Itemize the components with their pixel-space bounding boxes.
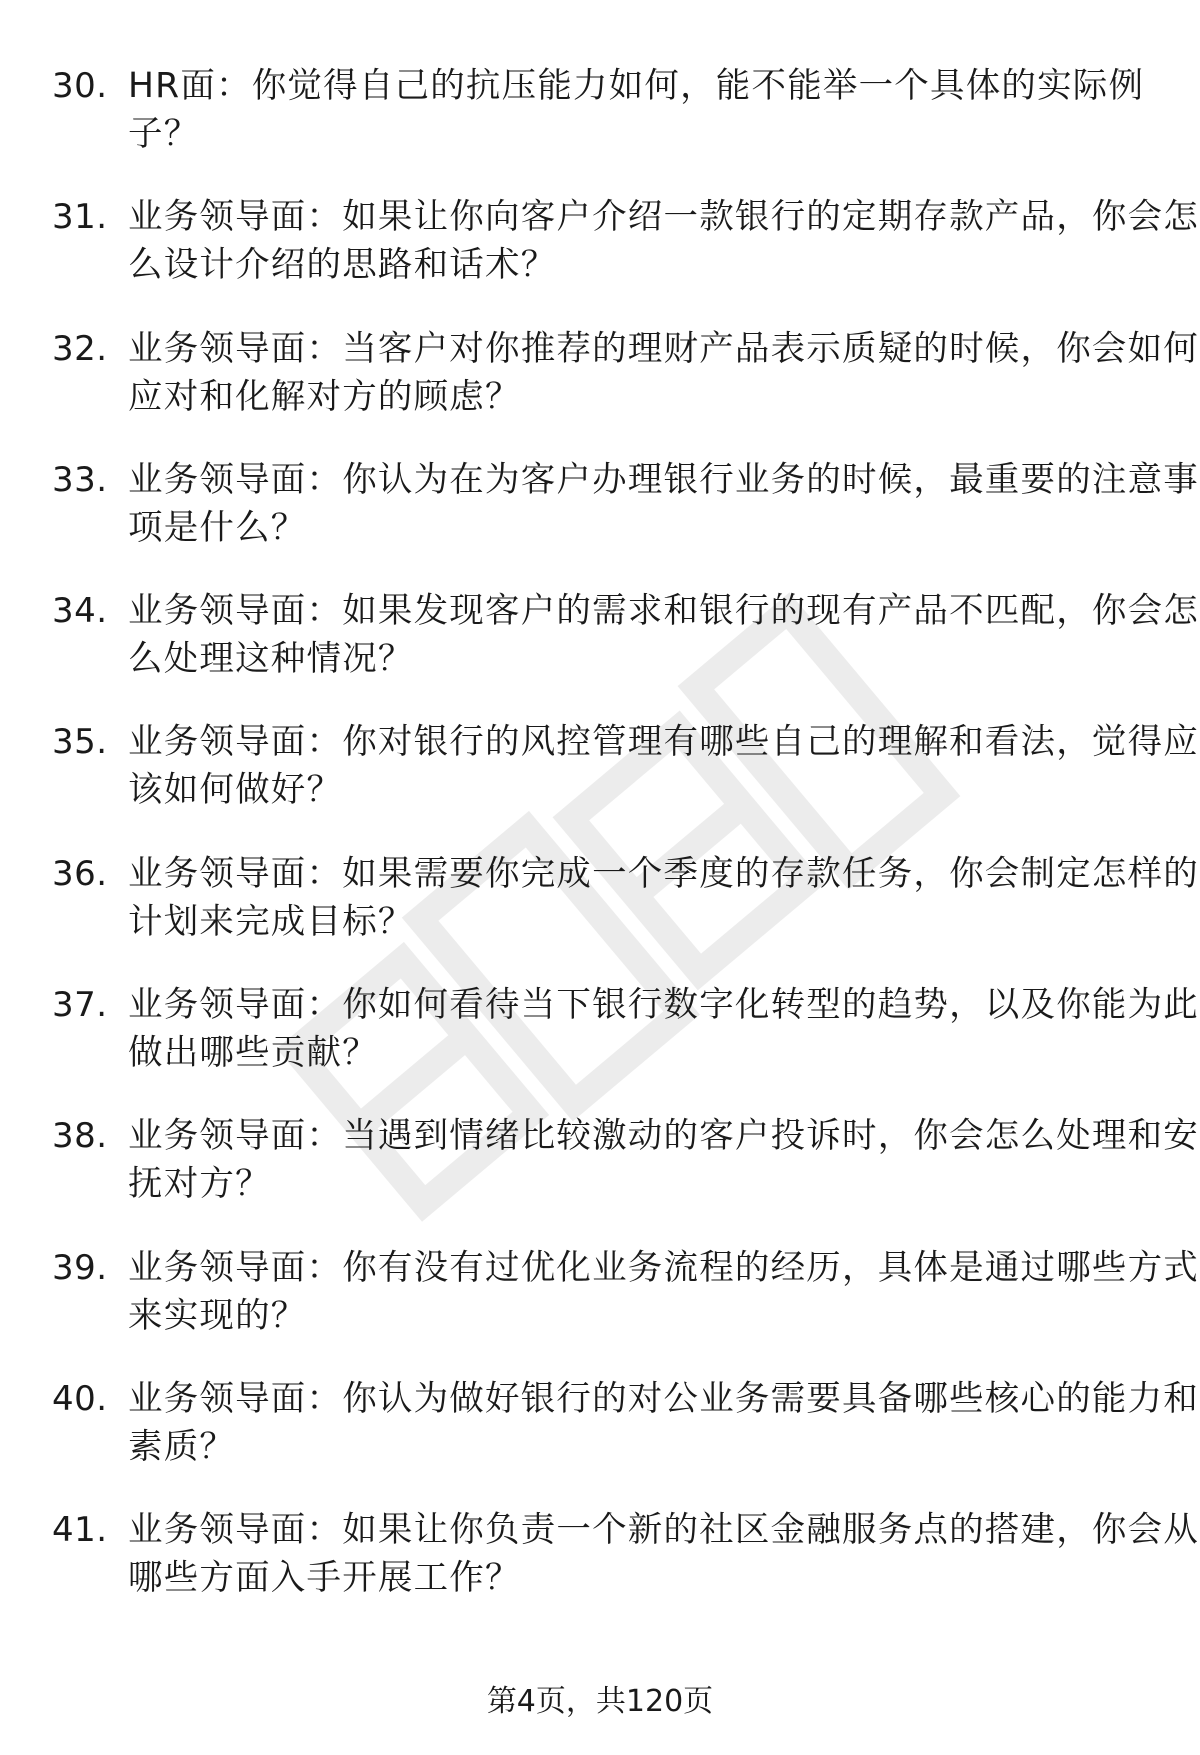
question-number: 36. xyxy=(52,853,108,894)
list-item xyxy=(52,1244,1199,1375)
list-item xyxy=(52,718,1199,849)
list-item xyxy=(52,981,1199,1112)
list-item xyxy=(52,850,1199,981)
question-number: 41. xyxy=(52,1510,108,1551)
question-number: 33. xyxy=(52,459,108,500)
question-number: 35. xyxy=(52,722,108,763)
list-item xyxy=(52,587,1199,718)
question-text: 业务领导面：当遇到情绪比较激动的客户投诉时，你会怎么处理和安抚对方？ xyxy=(128,1116,1199,1205)
list-item xyxy=(52,1506,1199,1637)
question-text: 业务领导面：如果发现客户的需求和银行的现有产品不匹配，你会怎么处理这种情况？ xyxy=(128,591,1199,680)
question-number: 39. xyxy=(52,1247,108,1288)
question-text: 业务领导面：你认为做好银行的对公业务需要具备哪些核心的能力和素质？ xyxy=(128,1378,1199,1467)
question-number: 34. xyxy=(52,591,108,632)
list-item xyxy=(52,193,1199,324)
question-number: 40. xyxy=(52,1378,108,1419)
question-text: 业务领导面：当客户对你推荐的理财产品表示质疑的时候，你会如何应对和化解对方的顾虑？ xyxy=(128,328,1199,417)
question-text: 业务领导面：你对银行的风控管理有哪些自己的理解和看法，觉得应该如何做好？ xyxy=(128,722,1199,811)
question-text: 业务领导面：你如何看待当下银行数字化转型的趋势，以及你能为此做出哪些贡献？ xyxy=(128,985,1199,1074)
list-item xyxy=(52,1112,1199,1243)
question-text: HR面：你觉得自己的抗压能力如何，能不能举一个具体的实际例子？ xyxy=(128,66,1145,154)
question-text: 业务领导面：你有没有过优化业务流程的经历，具体是通过哪些方式来实现的？ xyxy=(128,1247,1199,1336)
question-number: 32. xyxy=(52,328,108,369)
list-item xyxy=(52,62,1152,193)
list-item xyxy=(52,1375,1199,1506)
question-text: 业务领导面：如果需要你完成一个季度的存款任务，你会制定怎样的计划来完成目标？ xyxy=(128,853,1199,942)
question-number: 37. xyxy=(52,985,108,1026)
question-text: 业务领导面：你认为在为客户办理银行业务的时候，最重要的注意事项是什么？ xyxy=(128,459,1199,548)
list-item xyxy=(52,456,1199,587)
question-number: 30. xyxy=(52,66,108,106)
question-text: 业务领导面：如果让你向客户介绍一款银行的定期存款产品，你会怎么设计介绍的思路和话术？ xyxy=(128,197,1199,286)
question-text: 业务领导面：如果让你负责一个新的社区金融服务点的搭建，你会从哪些方面入手开展工作？ xyxy=(128,1510,1199,1599)
question-number: 38. xyxy=(52,1116,108,1157)
list-item xyxy=(52,325,1199,456)
question-number: 31. xyxy=(52,197,108,238)
page-footer: 第4页，共120页 xyxy=(486,1684,714,1719)
question-list xyxy=(52,62,1199,1638)
